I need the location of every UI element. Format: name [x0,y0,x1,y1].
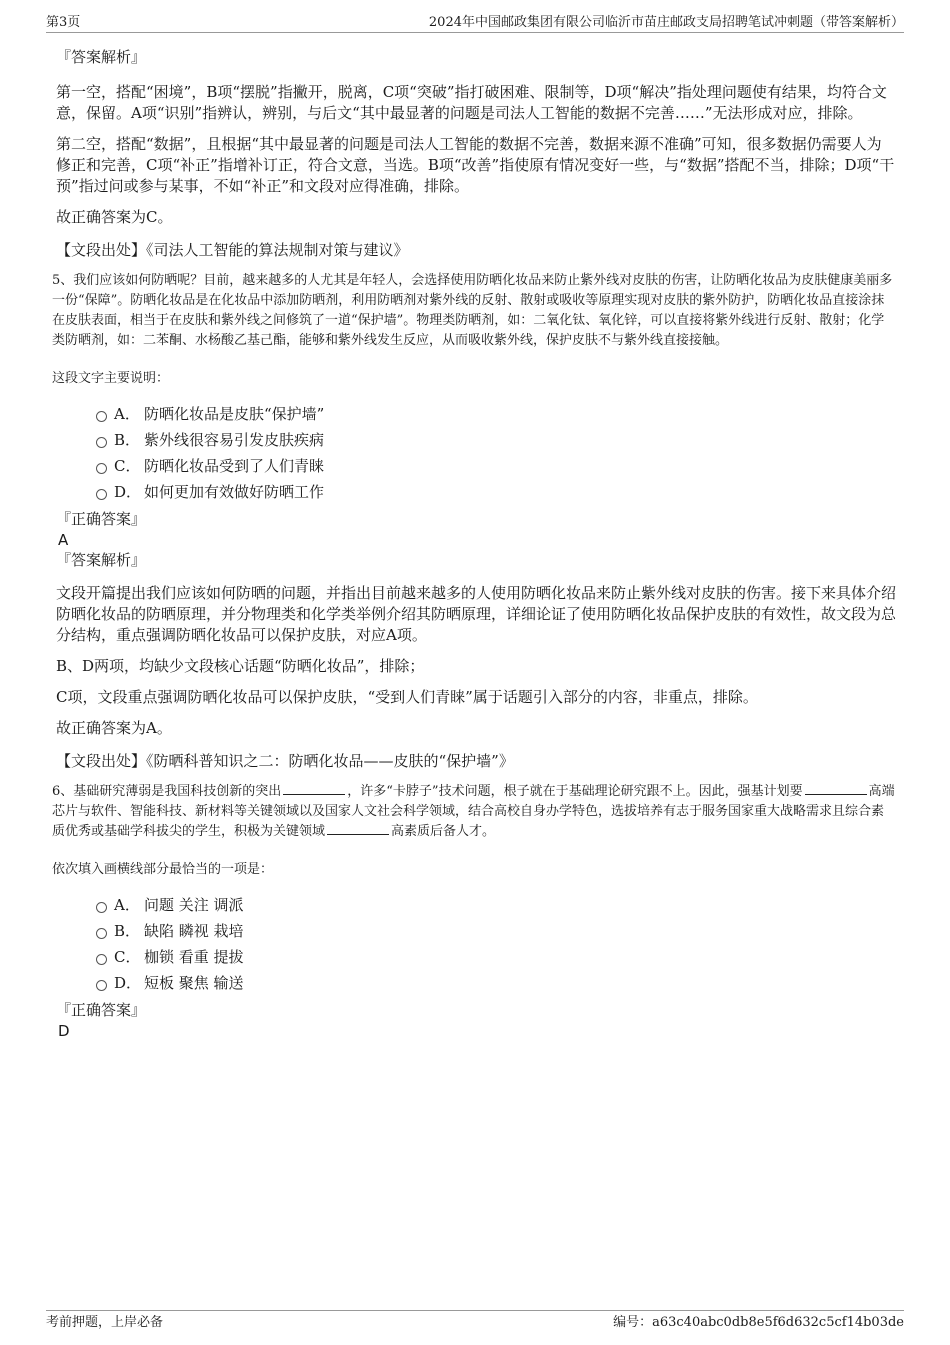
page-number: 第3页 [46,15,81,30]
radio-icon[interactable] [96,902,107,913]
q5-source: 【文段出处】《防晒科普知识之二：防晒化妆品——皮肤的“保护墙”》 [56,752,514,770]
page-header [46,12,904,33]
radio-icon[interactable] [96,411,107,422]
q5-analysis-label: 『答案解析』 [56,551,147,569]
q6-question: 依次填入画横线部分最恰当的一项是： [52,862,274,877]
q5-options [56,401,896,505]
q5-option-d[interactable]: D． 如何更加有效做好防晒工作 [56,479,896,505]
q6-answer: D [58,1022,70,1040]
radio-icon[interactable] [96,463,107,474]
fill-blank-3 [327,822,389,835]
fill-blank-1 [283,782,345,795]
radio-icon[interactable] [96,489,107,500]
q5-answer: A [58,531,69,549]
q5-conclusion: 故正确答案为A。 [56,719,172,737]
document-id: 编号：a63c40abc0db8e5f6d632c5cf14b03de [613,1315,904,1330]
q6-option-b[interactable]: B． 缺陷 瞵视 栽培 [56,918,896,944]
q6-stem: 6、基础研究薄弱是我国科技创新的突出 ，许多“卡脖子”技术问题，根子就在于基础理论研究跟不上。因此，强基计划要 高端芯片与软件、智能科技、新材料等关键领域以及国家人文社会科学领域，结合高校自身办学特色，选拔培养有志于服务国家重大战略需求且综合素质优秀或基础学科拔尖的学生，积极为关键领域 高素质后备人才。 [52,784,895,839]
q6-option-c[interactable]: C． 枷锁 看重 提拔 [56,944,896,970]
q6-options [56,892,896,996]
q5-analysis-p1: 文段开篇提出我们应该如何防晒的问题，并指出目前越来越多的人使用防晒化妆品来防止紫外线对皮肤的伤害。接下来具体介绍防晒化妆品的防晒原理，并分物理类和化学类举例介绍其防晒原理，详细论证了使用防晒化妆品保护皮肤的有效性，故文段为总分结构，重点强调防晒化妆品可以保护皮肤，对应A项。 [56,584,897,644]
q6-option-a[interactable]: A． 问题 关注 调派 [56,892,896,918]
q6-option-d[interactable]: D． 短板 聚焦 输送 [56,970,896,996]
fill-blank-2 [805,782,867,795]
q4-source: 【文段出处】《司法人工智能的算法规制对策与建议》 [56,241,409,259]
q4-conclusion: 故正确答案为C。 [56,208,173,226]
radio-icon[interactable] [96,954,107,965]
q5-option-b[interactable]: B． 紫外线很容易引发皮肤疾病 [56,427,896,453]
q5-analysis-p3: C项，文段重点强调防晒化妆品可以保护皮肤，“受到人们青睐”属于话题引入部分的内容，非重点，排除。 [56,688,758,706]
radio-icon[interactable] [96,437,107,448]
page-footer [46,1310,904,1330]
q4-analysis-p2: 第二空，搭配“数据”，且根据“其中最显著的问题是司法人工智能的数据不完善，数据来源不准确”可知，很多数据仍需要人为修正和完善，C项“补正”指增补订正，符合文意，当选。B项“改善”指使原有情况变好一些，与“数据”搭配不当，排除；D项“干预”指过问或参与某事，不如“补正”和文段对应得准确，排除。 [56,135,895,195]
q5-answer-label: 『正确答案』 [56,510,147,528]
q4-analysis-p1: 第一空，搭配“困境”，B项“摆脱”指撇开，脱离，C项“突破”指打破困难、限制等，D项“解决”指处理问题使有结果，均符合文意，保留。A项“识别”指辨认，辨别，与后文“其中最显著的问题是司法人工智能的数据不完善……”无法形成对应，排除。 [56,83,887,122]
document-title: 2024年中国邮政集团有限公司临沂市苗庄邮政支局招聘笔试冲刺题（带答案解析） [428,15,904,30]
page-content [52,44,897,1041]
footer-slogan: 考前押题，上岸必备 [46,1315,164,1330]
q4-analysis-label: 『答案解析』 [56,48,147,66]
q6-answer-label: 『正确答案』 [56,1001,147,1019]
q5-stem: 5、我们应该如何防晒呢？目前，越来越多的人尤其是年轻人，会选择使用防晒化妆品来防止紫外线对皮肤的伤害，让防晒化妆品为皮肤健康美丽多一份“保障”。防晒化妆品是在化妆品中添加防晒剂，利用防晒剂对紫外线的反射、散射或吸收等原理实现对皮肤的紫外防护，防晒化妆品直接涂抹在皮肤表面，相当于在皮肤和紫外线之间修筑了一道“保护墙”。物理类防晒剂，如：二氧化钛、氧化锌，可以直接将紫外线进行反射、散射；化学类防晒剂，如：二苯酮、水杨酸乙基己酯，能够和紫外线发生反应，从而吸收紫外线，保护皮肤不与紫外线直接接触。 [52,273,893,348]
q5-option-c[interactable]: C． 防晒化妆品受到了人们青睐 [56,453,896,479]
q5-question: 这段文字主要说明： [52,371,170,386]
radio-icon[interactable] [96,980,107,991]
q5-analysis-p2: B、D两项，均缺少文段核心话题“防晒化妆品”，排除； [56,657,425,675]
radio-icon[interactable] [96,928,107,939]
q5-option-a[interactable]: A． 防晒化妆品是皮肤“保护墙” [56,401,896,427]
